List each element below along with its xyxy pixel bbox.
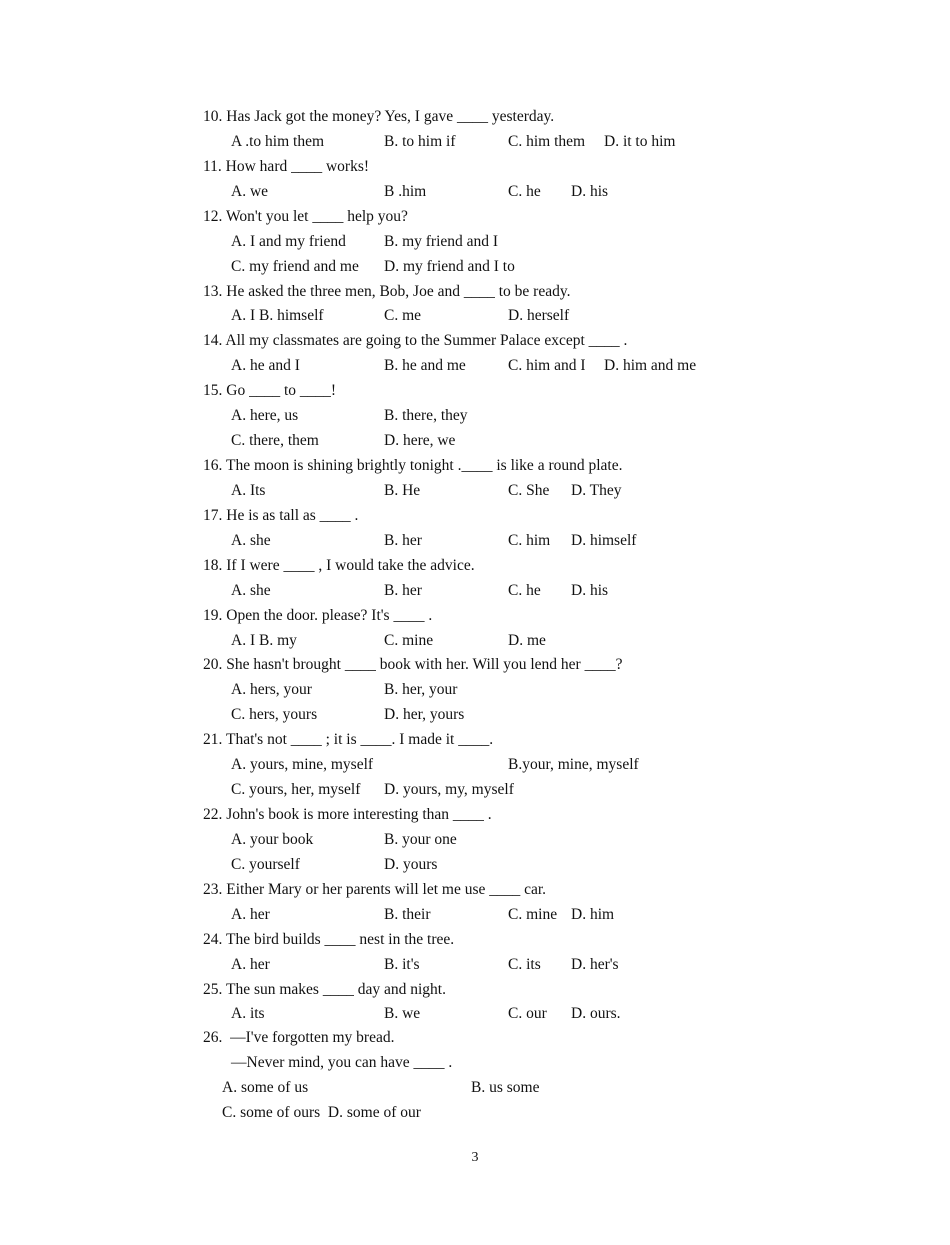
answer-option: B .him bbox=[384, 182, 427, 200]
option-row bbox=[0, 678, 950, 702]
answer-option: B. to him if bbox=[384, 132, 456, 150]
option-row bbox=[0, 429, 950, 453]
question-26-line2: —Never mind, you can have ____ . bbox=[231, 1054, 453, 1071]
answer-option: B.your, mine, myself bbox=[508, 756, 639, 774]
question-stem: 20. She hasn't brought ____ book with her. Will you lend her ____? bbox=[203, 656, 623, 674]
answer-option: B. it's bbox=[384, 955, 420, 973]
question-stem: 12. Won't you let ____ help you? bbox=[203, 207, 408, 225]
answer-option: A. its bbox=[231, 1005, 265, 1023]
question-26-options-cd: C. some of ours D. some of our bbox=[222, 1104, 421, 1121]
answer-option: C. he bbox=[508, 182, 541, 200]
answer-option: D. They bbox=[571, 481, 622, 499]
answer-option: A. her bbox=[231, 955, 270, 973]
answer-option: A. she bbox=[231, 581, 271, 599]
question-26-option-b: B. us some bbox=[471, 1079, 540, 1096]
answer-option: C. its bbox=[508, 955, 541, 973]
question-stem: 22. John's book is more interesting than ____ . bbox=[203, 806, 492, 824]
answer-option: B. he and me bbox=[384, 357, 466, 375]
option-row bbox=[0, 953, 950, 977]
option-row bbox=[0, 629, 950, 653]
answer-option: B. He bbox=[384, 481, 421, 499]
answer-option: A. she bbox=[231, 531, 271, 549]
answer-option: D. it to him bbox=[604, 132, 676, 150]
answer-option: C. me bbox=[384, 307, 422, 325]
option-row bbox=[0, 404, 950, 428]
answer-option: C. him bbox=[508, 531, 551, 549]
question-stem: 24. The bird builds ____ nest in the tree. bbox=[203, 930, 455, 948]
question-26-option-a: A. some of us bbox=[222, 1079, 309, 1096]
answer-option: D. her, yours bbox=[384, 706, 465, 724]
option-row bbox=[0, 130, 950, 154]
answer-option: D. me bbox=[508, 631, 546, 649]
answer-option: D. yours bbox=[384, 855, 438, 873]
answer-option: C. there, them bbox=[231, 432, 319, 450]
question-stem: 19. Open the door. please? It's ____ . bbox=[203, 606, 433, 624]
option-row bbox=[0, 778, 950, 802]
answer-option: B. your one bbox=[384, 830, 457, 848]
answer-option: C. our bbox=[508, 1005, 547, 1023]
option-row bbox=[0, 180, 950, 204]
answer-option: A. we bbox=[231, 182, 269, 200]
answer-option: A. your book bbox=[231, 830, 314, 848]
answer-option: C. mine bbox=[508, 905, 558, 923]
option-row bbox=[0, 903, 950, 927]
answer-option: C. he bbox=[508, 581, 541, 599]
question-stem: 14. All my classmates are going to the Summer Palace except ____ . bbox=[203, 332, 628, 350]
question-stem: 21. That's not ____ ; it is ____. I made it ____. bbox=[203, 731, 494, 749]
question-stem: 13. He asked the three men, Bob, Joe and ____ to be ready. bbox=[203, 282, 571, 300]
option-row bbox=[0, 703, 950, 727]
answer-option: B. my friend and I bbox=[384, 232, 499, 250]
answer-option: D. him and me bbox=[604, 357, 697, 375]
question-26-line1: 26. —I've forgotten my bread. bbox=[203, 1029, 395, 1046]
answer-option: B. her bbox=[384, 581, 422, 599]
answer-option: B. there, they bbox=[384, 407, 468, 425]
question-stem: 15. Go ____ to ____! bbox=[203, 382, 337, 400]
answer-option: A. I B. himself bbox=[231, 307, 324, 325]
option-row bbox=[0, 304, 950, 328]
question-stem: 18. If I were ____ , I would take the advice. bbox=[203, 556, 475, 574]
answer-option: D. her's bbox=[571, 955, 619, 973]
answer-option: C. him and I bbox=[508, 357, 586, 375]
question-stem: 23. Either Mary or her parents will let me use ____ car. bbox=[203, 880, 547, 898]
answer-option: D. herself bbox=[508, 307, 570, 325]
option-row bbox=[0, 529, 950, 553]
answer-option: C. hers, yours bbox=[231, 706, 318, 724]
answer-option: A. Its bbox=[231, 481, 266, 499]
option-row bbox=[0, 753, 950, 777]
answer-option: A .to him them bbox=[231, 132, 324, 150]
question-stem: 10. Has Jack got the money? Yes, I gave ____ yesterday. bbox=[203, 108, 555, 125]
option-row bbox=[0, 479, 950, 503]
answer-option: C. She bbox=[508, 481, 550, 499]
option-row bbox=[0, 354, 950, 378]
answer-option: D. here, we bbox=[384, 432, 456, 450]
answer-option: A. yours, mine, myself bbox=[231, 756, 374, 774]
answer-option: A. he and I bbox=[231, 357, 300, 375]
answer-option: D. his bbox=[571, 581, 609, 599]
answer-option: D. himself bbox=[571, 531, 637, 549]
answer-option: C. my friend and me bbox=[231, 257, 359, 275]
answer-option: A. her bbox=[231, 905, 270, 923]
question-stem: 16. The moon is shining brightly tonight .____ is like a round plate. bbox=[203, 457, 623, 475]
answer-option: B. her, your bbox=[384, 681, 458, 699]
answer-option: A. here, us bbox=[231, 407, 299, 425]
option-row bbox=[0, 828, 950, 852]
option-row bbox=[0, 579, 950, 603]
answer-option: B. her bbox=[384, 531, 422, 549]
answer-option: D. his bbox=[571, 182, 609, 200]
question-stem: 11. How hard ____ works! bbox=[203, 157, 370, 175]
option-row bbox=[0, 1002, 950, 1026]
answer-option: C. yours, her, myself bbox=[231, 781, 361, 799]
option-row bbox=[0, 853, 950, 877]
answer-option: C. him them bbox=[508, 132, 586, 150]
answer-option: C. mine bbox=[384, 631, 434, 649]
answer-option: B. we bbox=[384, 1005, 421, 1023]
option-row bbox=[0, 255, 950, 279]
answer-option: B. their bbox=[384, 905, 431, 923]
option-row bbox=[0, 230, 950, 254]
question-stem: 17. He is as tall as ____ . bbox=[203, 506, 359, 524]
answer-option: D. yours, my, myself bbox=[384, 781, 514, 799]
answer-option: D. him bbox=[571, 905, 615, 923]
answer-option: A. I B. my bbox=[231, 631, 297, 649]
page-number: 3 bbox=[471, 1150, 479, 1165]
answer-option: C. yourself bbox=[231, 855, 300, 873]
answer-option: D. ours. bbox=[571, 1005, 621, 1023]
answer-option: D. my friend and I to bbox=[384, 257, 515, 275]
answer-option: A. I and my friend bbox=[231, 232, 346, 250]
question-stem: 25. The sun makes ____ day and night. bbox=[203, 980, 446, 998]
answer-option: A. hers, your bbox=[231, 681, 312, 699]
